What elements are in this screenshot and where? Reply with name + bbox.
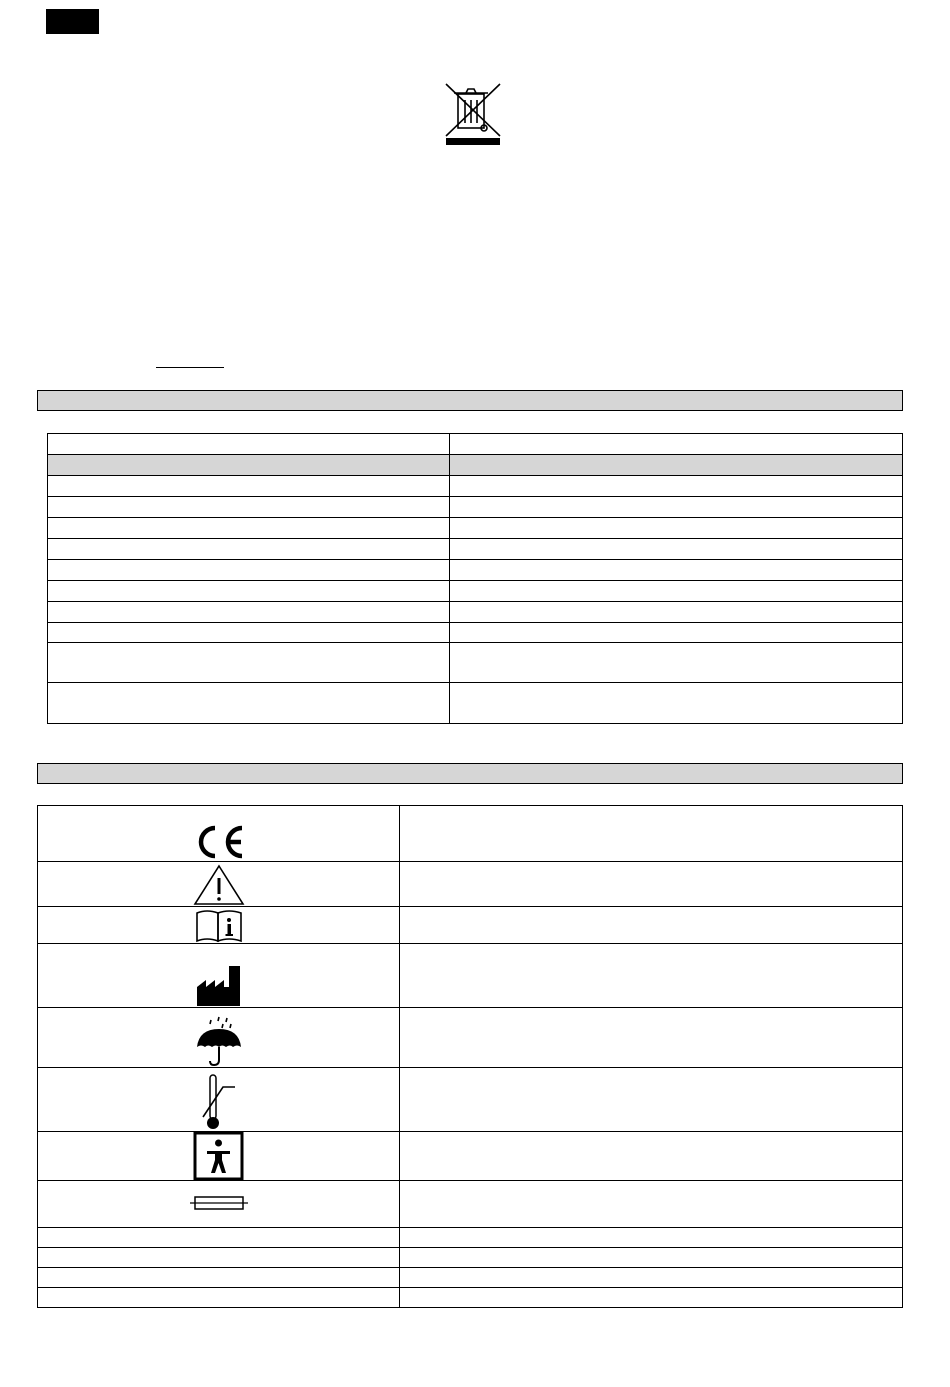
- spec-label: [48, 581, 450, 602]
- table-row: [48, 497, 903, 518]
- table-row: [48, 476, 903, 497]
- spec-value: [450, 683, 903, 724]
- symbol-cell: [38, 1008, 400, 1068]
- ce-mark-icon: [191, 823, 247, 861]
- spec-label: [48, 602, 450, 623]
- symbol-cell: [38, 1288, 400, 1308]
- symbol-description: [400, 806, 903, 862]
- table-row: [38, 806, 903, 862]
- symbol-description: [400, 1068, 903, 1132]
- table-row: [38, 1288, 903, 1308]
- symbol-cell: [38, 806, 400, 862]
- keep-dry-umbrella-icon: [193, 1015, 245, 1067]
- table-row: [48, 643, 903, 683]
- spec-label: [48, 643, 450, 683]
- table-row: [38, 862, 903, 907]
- spec-value: [450, 455, 903, 476]
- spec-value: [450, 476, 903, 497]
- warning-triangle-icon: [193, 864, 245, 906]
- fuse-icon: [189, 1189, 249, 1219]
- spec-label: [48, 455, 450, 476]
- table-row: [38, 1228, 903, 1248]
- spec-value: [450, 623, 903, 643]
- table-row: [48, 602, 903, 623]
- symbol-cell: [38, 1181, 400, 1228]
- type-bf-applied-part-icon: [193, 1132, 245, 1180]
- spec-value: [450, 539, 903, 560]
- weee-bin-icon: [438, 80, 504, 148]
- spec-label: [48, 683, 450, 724]
- temperature-limit-icon: [199, 1071, 239, 1131]
- spec-value: [450, 434, 903, 455]
- table-row: [38, 1132, 903, 1181]
- symbols-table: [37, 805, 903, 1308]
- table-row: [38, 1268, 903, 1288]
- spec-value: [450, 581, 903, 602]
- underline-rule: [156, 367, 224, 368]
- table-row: [48, 683, 903, 724]
- table-row: [38, 944, 903, 1008]
- symbol-description: [400, 1132, 903, 1181]
- symbol-cell: [38, 1132, 400, 1181]
- symbol-description: [400, 907, 903, 944]
- spec-label: [48, 539, 450, 560]
- spec-value: [450, 602, 903, 623]
- symbol-description: [400, 1181, 903, 1228]
- symbol-description: [400, 1248, 903, 1268]
- table-row: [38, 1008, 903, 1068]
- table-row: [48, 539, 903, 560]
- spec-value: [450, 643, 903, 683]
- symbol-description: [400, 1268, 903, 1288]
- symbol-description: [400, 1228, 903, 1248]
- symbol-cell: [38, 1228, 400, 1248]
- table-row: [38, 1181, 903, 1228]
- symbol-description: [400, 944, 903, 1008]
- symbol-description: [400, 862, 903, 907]
- symbol-cell: [38, 907, 400, 944]
- symbol-cell: [38, 1248, 400, 1268]
- symbol-cell: [38, 1268, 400, 1288]
- spec-label: [48, 518, 450, 539]
- symbol-cell: [38, 862, 400, 907]
- table-row: [48, 518, 903, 539]
- symbol-description: [400, 1008, 903, 1068]
- spec-value: [450, 497, 903, 518]
- symbol-description: [400, 1288, 903, 1308]
- specifications-table: [47, 433, 903, 724]
- section-bar-specifications: [37, 390, 903, 411]
- spec-label: [48, 560, 450, 581]
- table-row: [48, 455, 903, 476]
- read-instructions-icon: [195, 909, 243, 943]
- table-row: [48, 434, 903, 455]
- spec-label: [48, 623, 450, 643]
- spec-value: [450, 560, 903, 581]
- spec-label: [48, 497, 450, 518]
- spec-value: [450, 518, 903, 539]
- table-row: [48, 560, 903, 581]
- table-row: [38, 907, 903, 944]
- table-row: [48, 581, 903, 602]
- table-row: [38, 1068, 903, 1132]
- manufacturer-factory-icon: [196, 965, 242, 1007]
- spec-label: [48, 476, 450, 497]
- spec-label: [48, 434, 450, 455]
- language-tab: [46, 9, 99, 34]
- table-row: [48, 623, 903, 643]
- table-row: [38, 1248, 903, 1268]
- symbol-cell: [38, 944, 400, 1008]
- symbol-cell: [38, 1068, 400, 1132]
- section-bar-symbols: [37, 763, 903, 784]
